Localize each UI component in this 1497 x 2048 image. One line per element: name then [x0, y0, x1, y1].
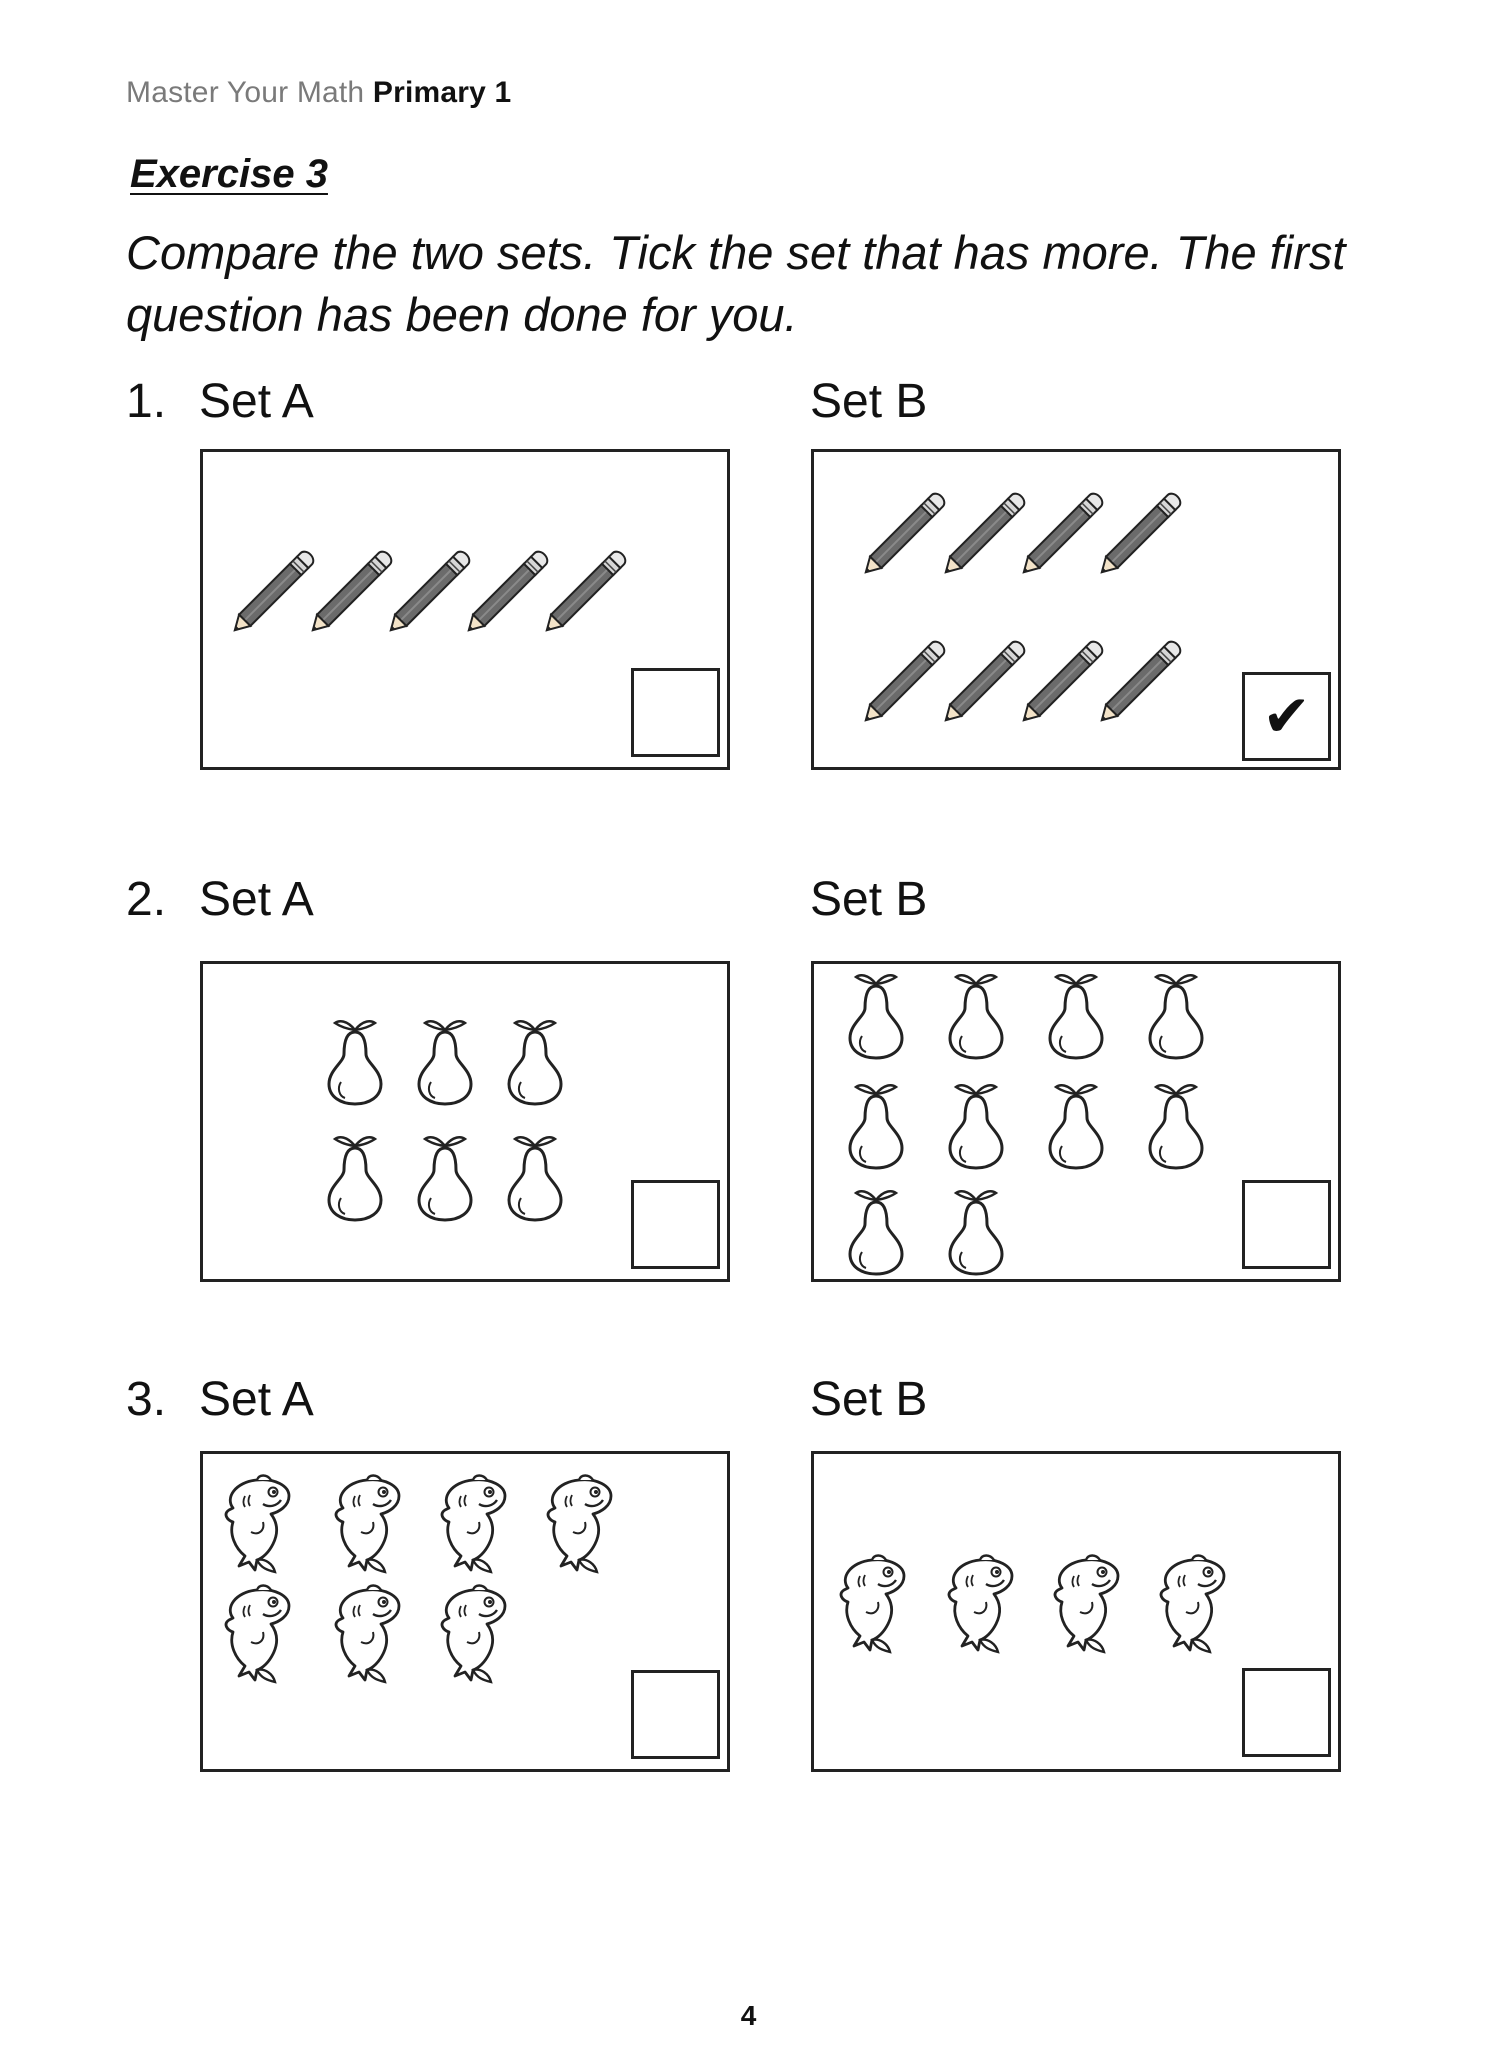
tick-box[interactable] [1242, 1668, 1331, 1757]
set-b-box [811, 1451, 1341, 1772]
running-header [126, 76, 511, 110]
pear-icon [323, 1130, 387, 1227]
shark-icon [433, 1584, 519, 1693]
page-number: 4 [740, 2000, 757, 2031]
shark-icon [832, 1554, 918, 1663]
shark-icon [1046, 1554, 1132, 1663]
shark-icon [1152, 1554, 1238, 1663]
set-a-label: Set A [199, 873, 314, 926]
pear-icon [1044, 1078, 1108, 1175]
pear-icon [413, 1014, 477, 1111]
question-number: 3. [126, 1373, 167, 1426]
pear-icon [944, 968, 1008, 1065]
tick-box[interactable] [1242, 1180, 1331, 1269]
pencil-icon [1080, 622, 1200, 747]
set-a-label: Set A [199, 375, 314, 428]
pear-icon [1144, 1078, 1208, 1175]
shark-icon [940, 1554, 1026, 1663]
pear-icon [1144, 968, 1208, 1065]
pear-icon [413, 1130, 477, 1227]
pear-icon [503, 1130, 567, 1227]
shark-icon [327, 1474, 413, 1583]
shark-icon [217, 1474, 303, 1583]
tick-box[interactable] [631, 668, 720, 757]
shark-icon [327, 1584, 413, 1693]
instructions: Compare the two sets. Tick the set that has more. The first question has been done for you. [126, 226, 1346, 341]
exercise-title: Exercise 3 [130, 152, 328, 196]
pear-icon [844, 968, 908, 1065]
pear-icon [944, 1184, 1008, 1281]
pear-icon [1044, 968, 1108, 1065]
pear-icon [844, 1184, 908, 1281]
shark-icon [217, 1584, 303, 1693]
pencil-icon [1080, 474, 1200, 599]
question-number: 2. [126, 873, 167, 926]
pear-icon [944, 1078, 1008, 1175]
set-a-label: Set A [199, 1373, 314, 1426]
set-b-box [811, 449, 1341, 770]
set-a-box [200, 961, 730, 1282]
tick-box[interactable] [631, 1180, 720, 1269]
set-a-box [200, 449, 730, 770]
pear-icon [503, 1014, 567, 1111]
book-title: Master Your Math [126, 76, 365, 109]
pear-icon [844, 1078, 908, 1175]
pencil-icon [525, 532, 645, 657]
book-grade: Primary 1 [372, 76, 512, 109]
pear-icon [323, 1014, 387, 1111]
set-b-box [811, 961, 1341, 1282]
set-a-box [200, 1451, 730, 1772]
set-b-label: Set B [810, 1373, 928, 1426]
set-b-label: Set B [810, 375, 928, 428]
tick-box[interactable] [631, 1670, 720, 1759]
set-b-label: Set B [810, 873, 928, 926]
shark-icon [433, 1474, 519, 1583]
shark-icon [539, 1474, 625, 1583]
tick-box[interactable]: ✔ [1242, 672, 1331, 761]
question-number: 1. [126, 375, 167, 428]
